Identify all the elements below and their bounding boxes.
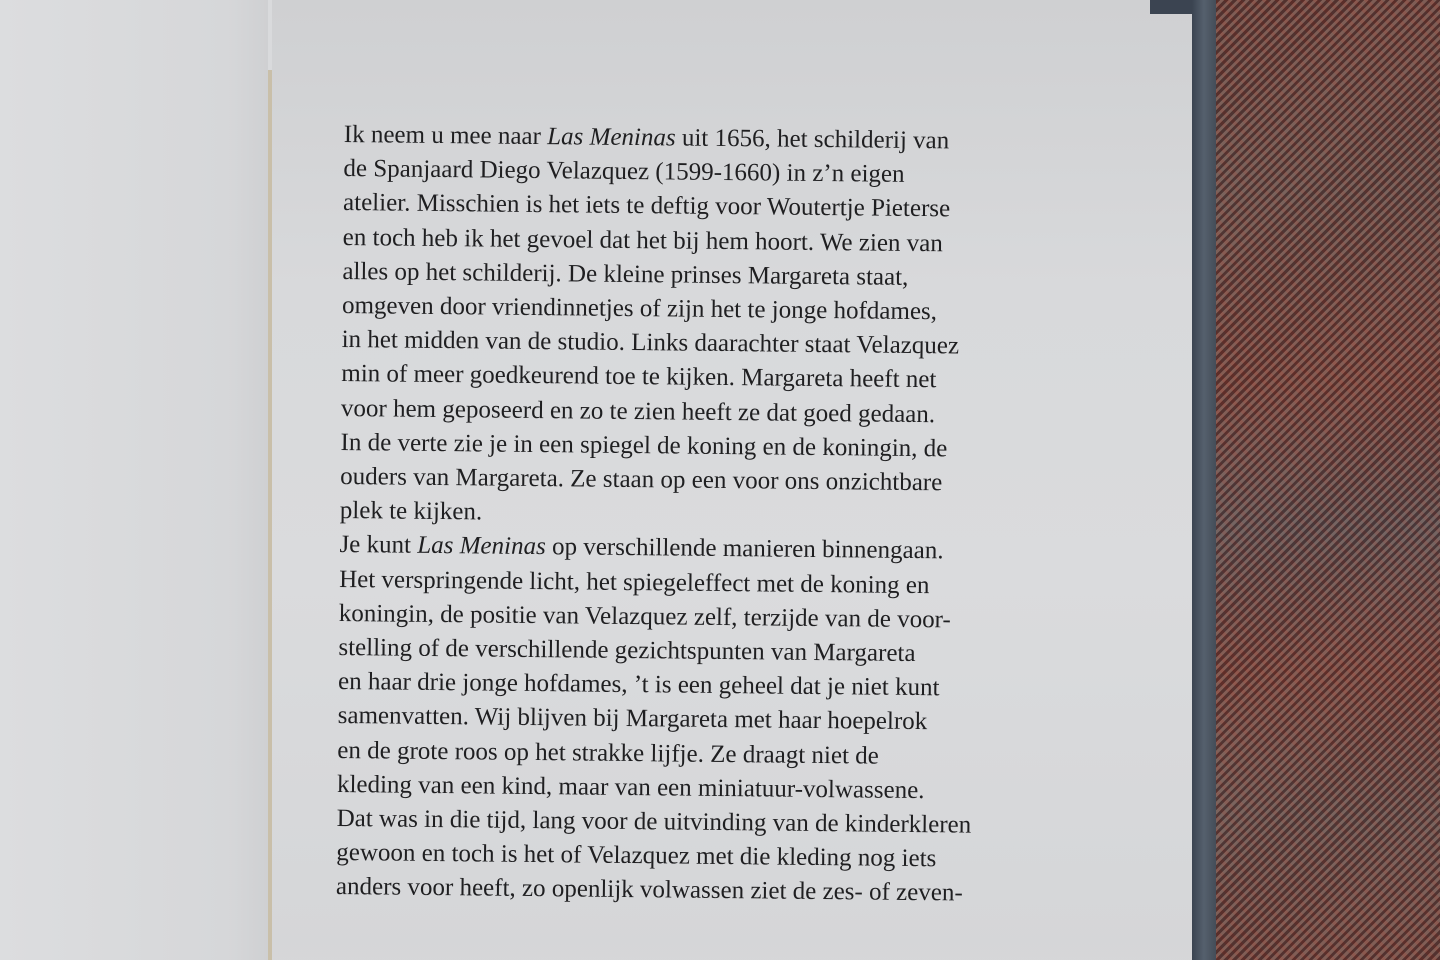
text-line: In de verte zie je in een spiegel de koning en de koningin, de bbox=[340, 428, 948, 463]
text-line: kleding van een kind, maar van een miniatuur-volwassene. bbox=[336, 770, 925, 804]
text-line: Ik neem u mee naar Las Meninas uit 1656, het schilderij van bbox=[343, 120, 950, 155]
text-line: min of meer goedkeurend toe te kijken. Margareta heeft net bbox=[341, 360, 937, 394]
text-line: alles op het schilderij. De kleine prinses Margareta staat, bbox=[342, 257, 909, 291]
page-text bbox=[336, 118, 1064, 912]
text-line: stelling of de verschillende gezichtspunten van Margareta bbox=[338, 634, 916, 668]
text-line: in het midden van de studio. Links daarachter staat Velazquez bbox=[341, 326, 960, 360]
left-blank-page bbox=[0, 0, 268, 960]
text-line: Het verspringende licht, het spiegeleffect met de koning en bbox=[339, 565, 930, 599]
patterned-rug bbox=[1216, 0, 1440, 960]
text-line: koningin, de positie van Velazquez zelf, terzijde van de voor- bbox=[338, 599, 951, 634]
text-line: Dat was in die tijd, lang voor de uitvinding van de kinderkleren bbox=[336, 805, 972, 839]
text-line: samenvatten. Wij blijven bij Margareta met haar hoepelrok bbox=[337, 702, 928, 736]
text-line: gewoon en toch is het of Velazquez met die kleding nog iets bbox=[336, 839, 937, 873]
text-line: plek te kijken. bbox=[339, 497, 483, 526]
page-shadow bbox=[272, 930, 1192, 960]
book-cover-edge bbox=[1192, 0, 1216, 960]
text-line: atelier. Misschien is het iets te deftig voor Woutertje Pieterse bbox=[342, 189, 951, 223]
text-line: Je kunt Las Meninas op verschillende manieren binnengaan. bbox=[339, 531, 944, 565]
text-line: voor hem geposeerd en zo te zien heeft ze dat goed gedaan. bbox=[340, 394, 936, 428]
text-line: en toch heb ik het gevoel dat het bij hem hoort. We zien van bbox=[342, 223, 943, 257]
text-line: de Spanjaard Diego Velazquez (1599-1660) in z’n eigen bbox=[343, 155, 905, 189]
text-line: ouders van Margareta. Ze staan op een voor ons onzichtbare bbox=[340, 463, 943, 497]
text-line: en de grote roos op het strakke lijfje. Ze draagt niet de bbox=[337, 736, 879, 770]
text-line: anders voor heeft, zo openlijk volwassen ziet de zes- of zeven- bbox=[335, 873, 963, 907]
text-line: omgeven door vriendinnetjes of zijn het te jonge hofdames, bbox=[341, 292, 938, 326]
text-line: en haar drie jonge hofdames, ’t is een geheel dat je niet kunt bbox=[337, 668, 940, 702]
